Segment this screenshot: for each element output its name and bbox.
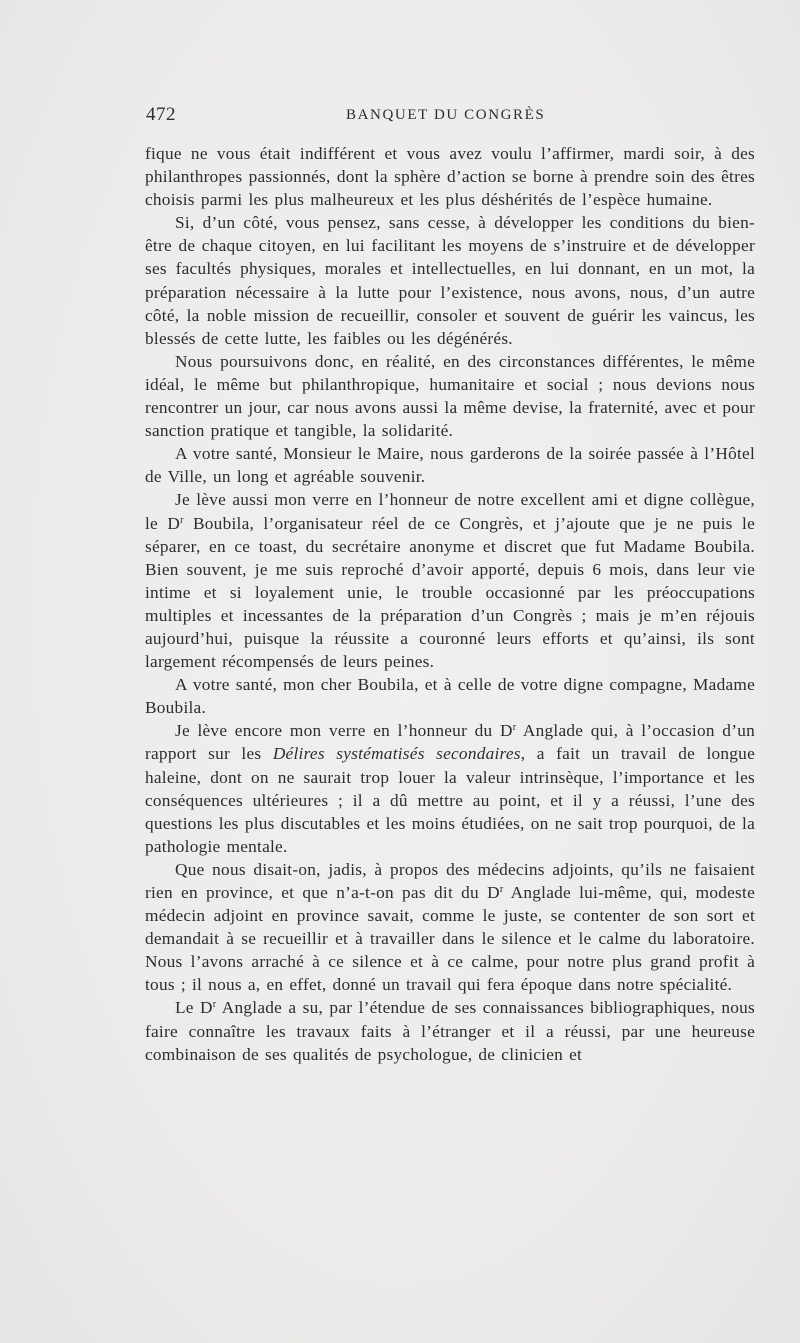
report-title-italic: Délires systématisés secondaires: [272, 744, 521, 764]
paragraph-3-text: Nous poursuivons donc, en réalité, en des circonstances différentes, le même idéal, le même but philanthropique, humanitaire et social ; nous devions nous rencontrer un jour, car nous avons aussi la même devise, la fraternité, avec et pour sanction pratique et tangible, la solidarité.: [145, 351, 755, 441]
paragraph-5-text-a: Je lève aussi mon verre en l’honneur de notre excellent ami et digne collègue, le D: [145, 490, 755, 533]
paragraph-9-text-b: Anglade a su, par l’étendue de ses connaissances bibliographiques, nous faire connaître les travaux faits à l’étranger et il a réussi, par une heureuse combinaison de ses qualités de psychologue, de clinicien et: [145, 998, 755, 1064]
running-head: [146, 104, 756, 128]
paragraph-7-text-a: Je lève encore mon verre en l’honneur du D: [175, 721, 513, 741]
paragraph-1-text: fique ne vous était indifférent et vous avez voulu l’affirmer, mardi soir, à des philanthropes passionnés, dont la sphère d’action se borne à prendre soin des êtres choisis parmi les plus malheureux et les plus déshérités de l’espèce humaine.: [145, 144, 755, 210]
paragraph-7: [145, 719, 755, 858]
paragraph-2: [145, 211, 755, 350]
paragraph-7-text-c: , a fait un travail de longue haleine, dont on ne saurait trop louer la valeur intrinsèque, l’importance et les conséquences ultérieures ; il a dû mettre au point, et il y a réussi, l’une des questions les plus discutables et les moins étudiées, on ne sait trop pourquoi, de la pathologie mentale.: [145, 744, 755, 856]
body-text: [145, 142, 755, 1066]
paragraph-8-text-a: Que nous disait-on, jadis, à propos des médecins adjoints, qu’ils ne faisaient rien en province, et que n’a-t-on pas dit du D: [145, 859, 755, 902]
superscript-r: r: [499, 884, 504, 895]
paragraph-5-text-b: Boubila, l’organisateur réel de ce Congrès, et j’ajoute que je ne puis le séparer, en ce toast, du secrétaire anonyme et discret que fut Madame Boubila. Bien souvent, je me suis reproché d’avoir apporté, depuis 6 mois, dans leur vie intime et si loyalement unie, le trouble occasionné par les préoccupations multiples et incessantes de la préparation d’un Congrès ; mais je m’en réjouis aujourd’hui, puisque la réussite a couronné leurs efforts et qu’ainsi, ils sont largement récompensés de leurs peines.: [145, 513, 755, 672]
page-number: 472: [146, 104, 176, 125]
superscript-r: r: [512, 722, 517, 734]
superscript-r: r: [180, 514, 184, 526]
paragraph-7-text-b: Anglade qui, à l’occasion d’un rapport sur les: [145, 721, 755, 764]
paragraph-6: [145, 673, 755, 719]
paragraph-2-text: Si, d’un côté, vous pensez, sans cesse, à développer les conditions du bien-être de chaque citoyen, en lui facilitant les moyens de s’instruire et de développer ses facultés physiques, morales et intellectuelles, en lui donnant, en un mot, la préparation nécessaire à la lutte pour l’existence, nous avons, nous, d’un autre côté, la noble mission de recueillir, consoler et souvent de guérir les vaincus, les blessés de cette lutte, les faibles ou les dégénérés.: [145, 213, 755, 348]
paragraph-6-text: A votre santé, mon cher Boubila, et à celle de votre digne compagne, Madame Boubila.: [145, 675, 755, 718]
paragraph-3: [145, 350, 755, 442]
paragraph-8-text-b: Anglade lui-même, qui, modeste médecin adjoint en province savait, comme le juste, se contenter de son sort et demandait à se recueillir et à travailler dans le silence et le calme du laboratoire. Nous l’avons arraché à ce silence et à ce calme, pour notre plus grand profit à tous ; il nous a, en effet, donné un travail qui fera époque dans notre spécialité.: [145, 883, 755, 995]
superscript-r: r: [212, 999, 217, 1011]
paragraph-1: [145, 142, 755, 211]
paragraph-8: [145, 858, 755, 997]
paragraph-9: [145, 996, 755, 1065]
paragraph-9-text-a: Le D: [175, 998, 213, 1018]
paragraph-4-text: A votre santé, Monsieur le Maire, nous garderons de la soirée passée à l’Hôtel de Ville, un long et agréable souvenir.: [145, 444, 755, 487]
running-title: BANQUET DU CONGRÈS: [346, 107, 546, 123]
paragraph-4: [145, 442, 755, 488]
paragraph-5: [145, 488, 755, 673]
